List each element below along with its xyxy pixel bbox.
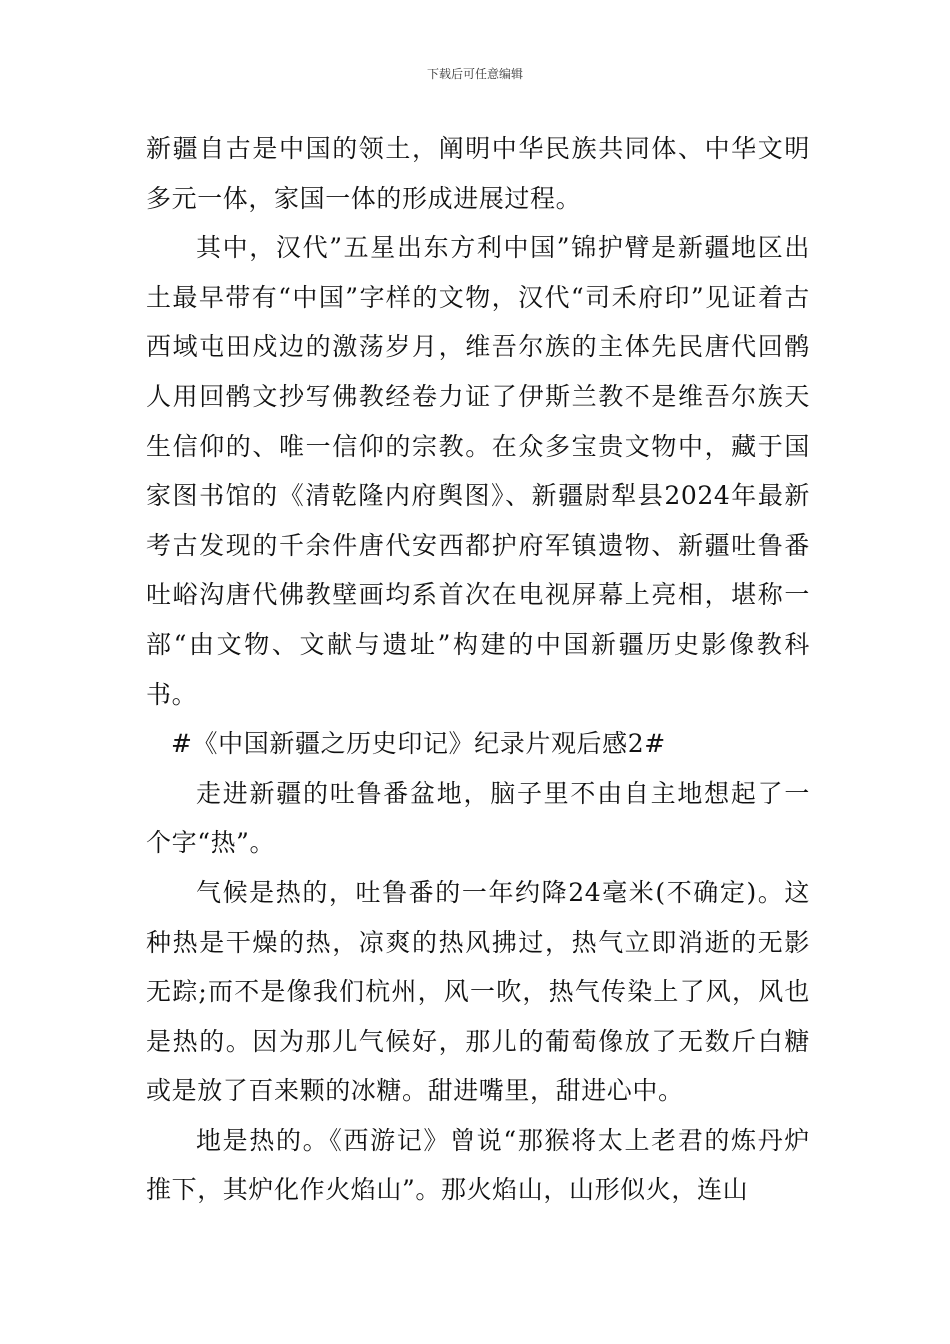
document-body: [146, 124, 810, 1215]
paragraph-climate: 气候是热的，吐鲁番的一年约降24毫米(不确定)。这种热是干燥的热，凉爽的热风拂过，热气立即消逝的无影无踪;而不是像我们杭州，风一吹，热气传染上了风，风也是热的。因为那儿气候好，那儿的葡萄像放了无数斤白糖或是放了百来颗的冰糖。甜进嘴里，甜进心中。: [146, 877, 810, 1106]
paragraph-artifacts: 其中，汉代”五星出东方利中国”锦护臂是新疆地区出土最早带有“中国”字样的文物，汉代“司禾府印”见证着古西域屯田戍边的激荡岁月，维吾尔族的主体先民唐代回鹘人用回鹘文抄写佛教经卷力证了伊斯兰教不是维吾尔族天生信仰的、唯一信仰的宗教。在众多宝贵文物中，藏于国家图书馆的《清乾隆内府舆图》、新疆尉犁县2024年最新考古发现的千余件唐代安西都护府军镇遗物、新疆吐鲁番吐峪沟唐代佛教壁画均系首次在电视屏幕上亮相，堪称一部“由文物、文献与遗址”构建的中国新疆历史影像教科书。: [146, 233, 810, 709]
paragraph-turpan-intro: 走进新疆的吐鲁番盆地，脑子里不由自主地想起了一个字“热”。: [146, 778, 810, 858]
page-header: 下载后可任意编辑: [426, 67, 523, 81]
paragraph-flaming-mountain: 地是热的。《西游记》曾说“那猴将太上老君的炼丹炉推下，其炉化作火焰山”。那火焰山，山形似火，连山: [146, 1125, 810, 1205]
section-heading: #《中国新疆之历史印记》纪录片观后感2#: [171, 729, 666, 759]
paragraph-continuation: 新疆自古是中国的领土，阐明中华民族共同体、中华文明多元一体，家国一体的形成进展过程。: [146, 134, 810, 213]
